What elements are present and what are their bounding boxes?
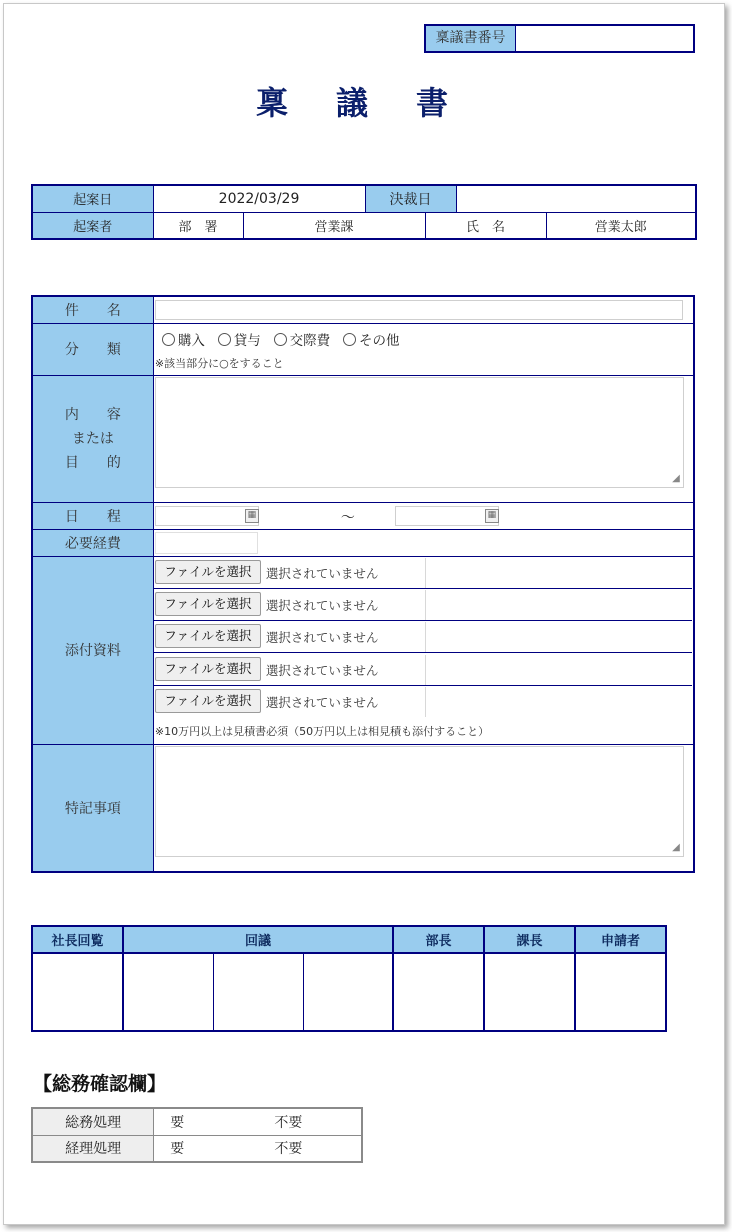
radio-option-other[interactable] [343,333,400,349]
subject-input[interactable] [155,300,683,320]
president-header: 社長回覧 [32,926,123,953]
radio-label: その他 [358,332,400,349]
file-status: 選択されていません [265,565,379,581]
circulation-stamp-cell-2[interactable] [213,953,303,1031]
radio-option-lend[interactable] [218,333,261,349]
file-status: 選択されていません [265,629,379,645]
dept-label: 部 署 [153,212,243,239]
category-label: 分 類 [32,323,153,375]
file-status: 選択されていません [265,597,379,613]
calendar-icon[interactable]: ▦ [485,509,499,523]
soumu-row2-need[interactable]: 要 [154,1135,255,1162]
approval-table [31,925,667,1032]
cost-label: 必要経費 [32,529,153,556]
decision-date-value[interactable] [456,185,696,212]
radio-circle-icon [218,333,231,346]
radio-circle-icon [343,333,356,346]
president-stamp-cell[interactable] [32,953,123,1031]
radio-circle-icon [162,333,175,346]
content-label-line1: 内 容 [64,406,121,423]
file-status: 選択されていません [265,694,379,710]
schedule-separator: ～ [340,509,355,526]
content-label [32,375,153,502]
applicant-stamp-cell[interactable] [575,953,666,1031]
content-textarea[interactable] [155,377,684,488]
draft-date-value[interactable]: 2022/03/29 [153,185,365,212]
resize-grip-icon[interactable]: ◢ [672,472,680,484]
choose-file-button[interactable]: ファイルを選択 [155,657,261,681]
schedule-end-input[interactable] [395,506,499,526]
doc-number-box [424,24,695,53]
cost-input[interactable] [155,532,258,554]
schedule-start-input[interactable] [155,506,259,526]
radio-label: 交際費 [289,332,331,349]
manager-header: 部長 [393,926,484,953]
dept-value[interactable]: 営業課 [243,212,425,239]
file-upload-5 [154,687,692,717]
circulation-header: 回議 [123,926,393,953]
category-note: ※該当部分に○をすること [154,356,284,370]
circulation-stamp-cell-1[interactable] [123,953,213,1031]
doc-number-value[interactable] [516,26,693,51]
decision-date-label: 決裁日 [365,185,456,212]
file-upload-2 [154,590,692,621]
attachments-note: ※10万円以上は見積書必須（50万円以上は相見積も添付すること） [154,724,490,738]
page-title: 稟 議 書 [255,84,456,122]
soumu-row1-label: 総務処理 [32,1108,154,1135]
radio-circle-icon [274,333,287,346]
radio-option-entertainment[interactable] [274,333,331,349]
file-upload-4 [154,655,692,686]
resize-grip-icon[interactable]: ◢ [672,841,680,853]
notes-label: 特記事項 [32,744,153,872]
content-label-line3: 目 的 [64,454,121,471]
manager-stamp-cell[interactable] [393,953,484,1031]
soumu-row2-no-need[interactable]: 不要 [254,1135,362,1162]
choose-file-button[interactable]: ファイルを選択 [155,592,261,616]
radio-label: 貸与 [233,332,261,349]
section-chief-stamp-cell[interactable] [484,953,575,1031]
drafter-label: 起案者 [32,212,153,239]
content-label-line2: または [71,430,114,447]
soumu-row1-need[interactable]: 要 [154,1108,255,1135]
soumu-row2-label: 経理処理 [32,1135,154,1162]
file-status: 選択されていません [265,662,379,678]
section-chief-header: 課長 [484,926,575,953]
applicant-header: 申請者 [575,926,666,953]
soumu-row1-no-need[interactable]: 不要 [254,1108,362,1135]
choose-file-button[interactable]: ファイルを選択 [155,624,261,648]
soumu-table [31,1107,363,1163]
attachments-label: 添付資料 [32,556,153,744]
name-value[interactable]: 営業太郎 [546,212,696,239]
name-label: 氏 名 [425,212,546,239]
choose-file-button[interactable]: ファイルを選択 [155,560,261,584]
soumu-heading: 【総務確認欄】 [33,1073,167,1095]
radio-option-purchase[interactable] [162,333,205,349]
file-upload-3 [154,622,692,653]
subject-label: 件 名 [32,296,153,323]
category-options [162,329,400,349]
draft-date-label: 起案日 [32,185,153,212]
notes-textarea[interactable] [155,746,684,857]
choose-file-button[interactable]: ファイルを選択 [155,689,261,713]
radio-label: 購入 [177,332,205,349]
doc-number-label: 稟議書番号 [426,26,516,51]
calendar-icon[interactable]: ▦ [245,509,259,523]
main-form-table [31,295,695,873]
header-table [31,184,697,240]
file-upload-1 [154,558,692,589]
schedule-label: 日 程 [32,502,153,529]
circulation-stamp-cell-3[interactable] [303,953,393,1031]
